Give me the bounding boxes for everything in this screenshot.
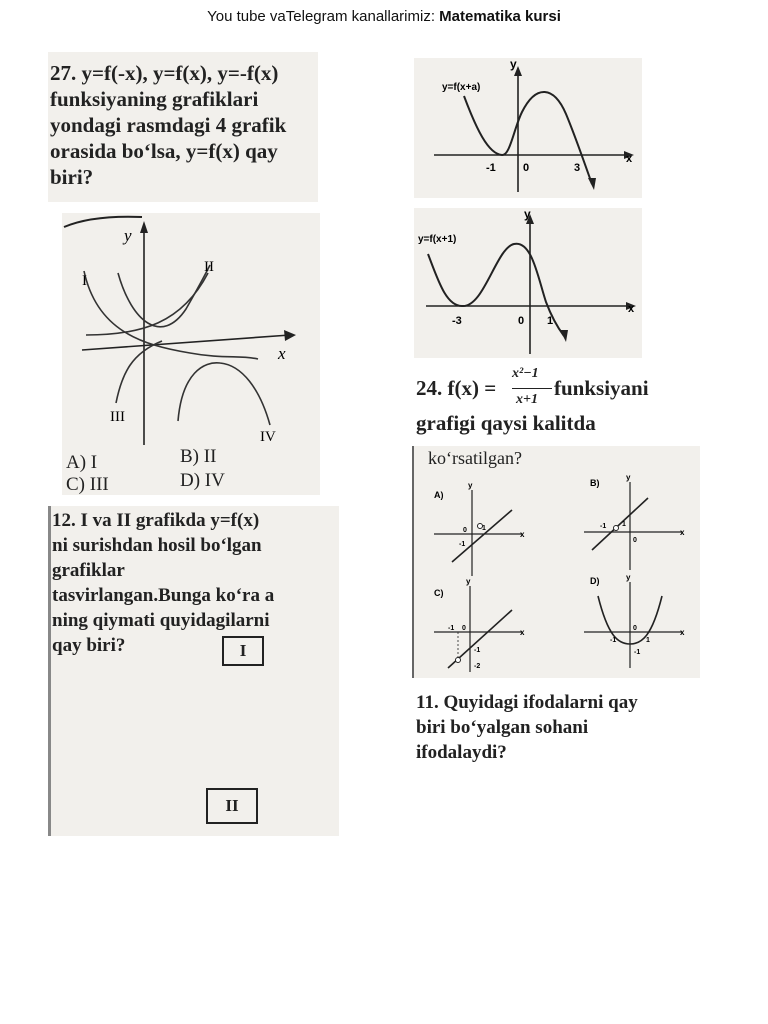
q27-option-d: D) IV (180, 470, 225, 491)
q24-b-hole (614, 526, 619, 531)
header-prefix: You tube vaTelegram kanallarimiz: (207, 8, 440, 25)
q24-suffix: funksiyani (554, 376, 649, 400)
q12-box-II: II (206, 788, 258, 824)
q24-b-x: x (680, 528, 685, 537)
graph-mid-y-label: y (524, 208, 531, 221)
q12-text: 12. I va II grafikda y=f(x) ni surishdan hosil bo‘lgan grafiklar tasvirlangan.Bunga ko‘ra a ning qiymati quyidagilarni qay biri? (52, 510, 275, 656)
q24-d-y: y (626, 573, 631, 582)
q27-y-label: y (124, 226, 132, 245)
q27-label-III: III (110, 409, 125, 425)
q24-prefix: 24. f(x) = (416, 376, 497, 400)
q24-b-y: y (626, 473, 631, 482)
q24-a-tick-0: 0 (463, 527, 467, 534)
q24-c-x: x (520, 628, 525, 637)
q24-denominator: x+1 (516, 392, 538, 407)
graph-mid-tick-neg3: -3 (452, 315, 462, 327)
q24-line1 (416, 366, 716, 410)
graph-mid-curve (428, 244, 564, 336)
q27-x-label: x (278, 344, 286, 363)
q24-c-y: y (466, 577, 471, 586)
q24-choice-b-label: B) (590, 478, 600, 488)
q27-curve-IV (178, 363, 270, 425)
q24-d-tick-neg1-y: -1 (634, 649, 641, 656)
q24-a-tick-1: 1 (482, 525, 486, 532)
q24-line3: ko‘rsatilgan? (428, 448, 522, 468)
q24-fraction-bar (512, 388, 552, 389)
q24-a-tick-neg1: -1 (459, 541, 466, 548)
graph-top-tick-3: 3 (574, 162, 581, 174)
q27-text: 27. y=f(-x), y=f(x), y=-f(x) funksiyaning grafiklari yondagi rasmdagi 4 grafik orasida bo‘lsa, y=f(x) qay biri? (50, 61, 287, 189)
q24-a-x: x (520, 530, 525, 539)
graph-mid (414, 208, 642, 358)
q24-c-tick-neg1-y: -1 (474, 647, 481, 654)
q24-b-tick-1: 1 (622, 521, 626, 528)
q27-curve-III (116, 341, 162, 403)
q24-choices (412, 446, 698, 678)
q24-choice-d-label: D) (590, 576, 600, 586)
q27-x-axis (82, 335, 290, 350)
q24-numerator: x²−1 (512, 366, 539, 381)
q24-choice-c-label: C) (434, 588, 444, 598)
q12-box-I: I (222, 636, 264, 666)
graph-mid-x-label: x (628, 303, 635, 315)
graph-top-tick-neg1: -1 (486, 162, 496, 174)
q24-b-tick-0: 0 (633, 537, 637, 544)
q27-label-I: I (82, 273, 87, 289)
q24-c-tick-neg1: -1 (448, 625, 455, 632)
header-channel: Matematika kursi (439, 8, 561, 25)
graph-mid-tick-0: 0 (518, 315, 525, 327)
q27-label-II: II (204, 259, 214, 275)
q24-choice-a-label: A) (434, 490, 444, 500)
q24-d-tick-1: 1 (646, 637, 650, 644)
page-header (0, 8, 768, 25)
graph-top-x-label: x (626, 153, 633, 165)
q24-c-tick-neg2: -2 (474, 663, 481, 670)
q27-option-c: C) III (66, 474, 109, 494)
graph-top-tick-0: 0 (523, 162, 530, 174)
q24-d-tick-neg1: -1 (610, 637, 617, 644)
q27-option-a: A) I (66, 452, 98, 473)
graph-top-y-label: y (510, 58, 517, 71)
graph-mid-func: y=f(x+1) (418, 234, 457, 245)
q24-a-line (452, 510, 512, 562)
q11-text: 11. Quyidagi ifodalarni qay biri bo‘yalgan sohani ifodalaydi? (416, 692, 638, 763)
q24-line2: grafigi qaysi kalitda (416, 411, 596, 435)
graph-top-func: y=f(x+a) (442, 82, 481, 93)
graph-top (414, 58, 642, 198)
q24-c-tick-0: 0 (462, 625, 466, 632)
q24-d-tick-0: 0 (633, 625, 637, 632)
q27-label-IV: IV (260, 429, 276, 445)
q27-curve-II-parabola (118, 265, 210, 327)
q24-a-y: y (468, 481, 473, 490)
q24-b-tick-neg1: -1 (600, 523, 607, 530)
q24-d-x: x (680, 628, 685, 637)
q27-option-b: B) II (180, 446, 217, 467)
graph-mid-tick-1: 1 (547, 315, 554, 327)
